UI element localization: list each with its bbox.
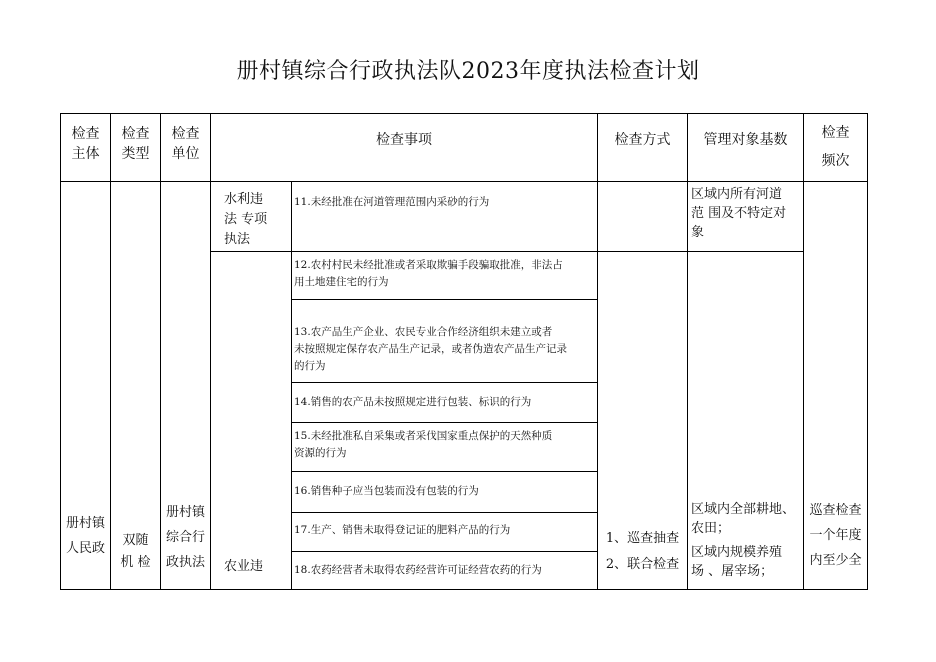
inspection-plan-table — [60, 113, 868, 590]
header-method: 检查方式 — [614, 132, 671, 148]
row-divider-14 — [291, 422, 597, 423]
body-subject: 册村镇 人民政 — [65, 516, 105, 556]
page-title: 册村镇综合行政执法队2023年度执法检查计划 — [236, 59, 700, 84]
header-type: 检查 类型 — [121, 126, 150, 162]
row-divider-12 — [291, 299, 597, 300]
body-unit: 册村镇 综合行 政执法 — [165, 505, 205, 570]
col-divider-5 — [597, 114, 598, 589]
header-unit: 检查 单位 — [171, 126, 200, 162]
header-base: 管理对象基数 — [703, 132, 788, 148]
list-item-17: 17.生产、销售未取得登记证的肥料产品的行为 — [294, 524, 511, 536]
base-water: 区域内所有河道 范 围及不特定对 象 — [691, 187, 787, 240]
header-subject: 检查 主体 — [71, 126, 100, 162]
col-divider-4 — [291, 181, 292, 589]
row-divider-17 — [291, 551, 597, 552]
header-divider — [61, 181, 867, 182]
list-item-12: 12.农村村民未经批准或者采取欺骗手段骗取批准，非法占 用土地建住宅的行为 — [294, 259, 563, 288]
water-row-divider — [210, 251, 687, 252]
list-item-16: 16.销售种子应当包装而没有包装的行为 — [294, 485, 479, 497]
col-divider-6 — [687, 114, 688, 589]
body-method: 1、巡查抽查 2、联合检查 — [605, 531, 680, 572]
list-item-15: 15.未经批准私自采集或者采伐国家重点保护的天然种质 资源的行为 — [294, 430, 553, 459]
body-type: 双随 机 检 — [120, 533, 151, 570]
base-agriculture: 区域内全部耕地、 农田； 区域内规模养殖 场 、屠宰场； — [691, 502, 796, 579]
col-divider-1 — [110, 114, 111, 589]
category-water: 水利违 法 专项 执法 — [224, 192, 268, 247]
header-frequency: 检查 频次 — [821, 125, 850, 169]
body-frequency: 巡查检查 一个年度 内至少全 — [809, 503, 862, 568]
base-divider — [687, 251, 803, 252]
row-divider-15 — [291, 471, 597, 472]
list-item-13: 13.农产品生产企业、农民专业合作经济组织未建立或者 未按照规定保存农产品生产记录，或者伪造农产品生产记录 的行为 — [294, 326, 567, 372]
list-item-11: 11.未经批准在河道管理范围内采砂的行为 — [294, 196, 490, 208]
col-divider-3 — [210, 114, 211, 589]
list-item-14: 14.销售的农产品未按照规定进行包装、标识的行为 — [294, 396, 532, 408]
category-agriculture: 农业违 — [224, 559, 264, 574]
row-divider-13 — [291, 382, 597, 383]
list-item-18: 18.农药经营者未取得农药经营许可证经营农药的行为 — [294, 564, 542, 576]
row-divider-16 — [291, 512, 597, 513]
header-matters: 检查事项 — [376, 132, 432, 148]
